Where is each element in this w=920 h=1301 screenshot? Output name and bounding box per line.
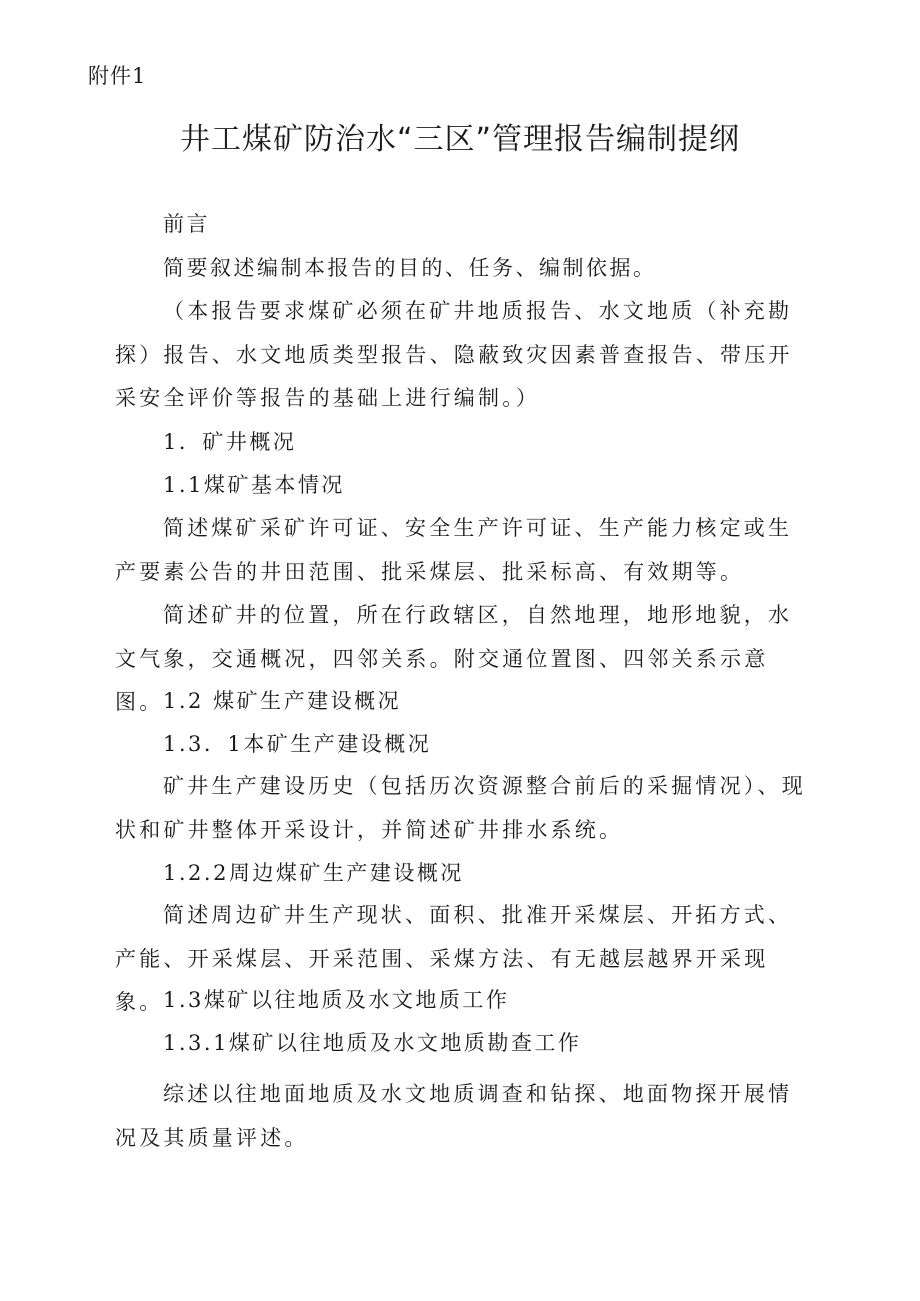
section-1-1-paragraph-2: 简述矿井的位置，所在行政辖区，自然地理，地形地貌，水文气象，交通概况，四邻关系。附交通位置图、四邻关系示意图。 [115, 603, 793, 714]
section-1-2-1-paragraph: 矿井生产建设历史（包括历次资源整合前后的采掘情况）、现状和矿井整体开采设计，并简述矿井排水系统。 [115, 774, 806, 842]
section-1-2-heading: 1.2 煤矿生产建设概况 [163, 689, 402, 713]
section-1-2-2-paragraph: 简述周边矿井生产现状、面积、批准开采煤层、开拓方式、产能、开采煤层、开采范围、采煤方法、有无越层越界开采现象。 [115, 903, 793, 1014]
preface-note: （本报告要求煤矿必须在矿井地质报告、水文地质（补充勘探）报告、水文地质类型报告、隐蔽致灾因素普查报告、带压开采安全评价等报告的基础上进行编制。） [115, 299, 793, 410]
section-1-3-1-heading: 1.3.1煤矿以往地质及水文地质勘查工作 [163, 1031, 582, 1055]
section-1-3-1-paragraph: 综述以往地面地质及水文地质调查和钻探、地面物探开展情况及其质量评述。 [115, 1082, 793, 1150]
section-1-2-2-heading: 1.2.2周边煤矿生产建设概况 [163, 861, 464, 885]
preface-text: 简要叙述编制本报告的目的、任务、编制依据。 [163, 256, 657, 280]
attachment-label: 附件1 [88, 64, 147, 88]
section-1-2-1-heading: 1.3．1本矿生产建设概况 [163, 732, 432, 756]
section-1-3-heading: 1.3煤矿以往地质及水文地质工作 [163, 988, 510, 1012]
preface-heading: 前言 [163, 212, 210, 236]
section-1-heading: 1．矿井概况 [163, 430, 297, 454]
section-1-1-paragraph-1: 简述煤矿采矿许可证、安全生产许可证、生产能力核定或生产要素公告的井田范围、批采煤层、批采标高、有效期等。 [115, 516, 793, 584]
document-title: 井工煤矿防治水“三区”管理报告编制提纲 [179, 122, 741, 157]
section-1-1-heading: 1.1煤矿基本情况 [163, 473, 345, 497]
